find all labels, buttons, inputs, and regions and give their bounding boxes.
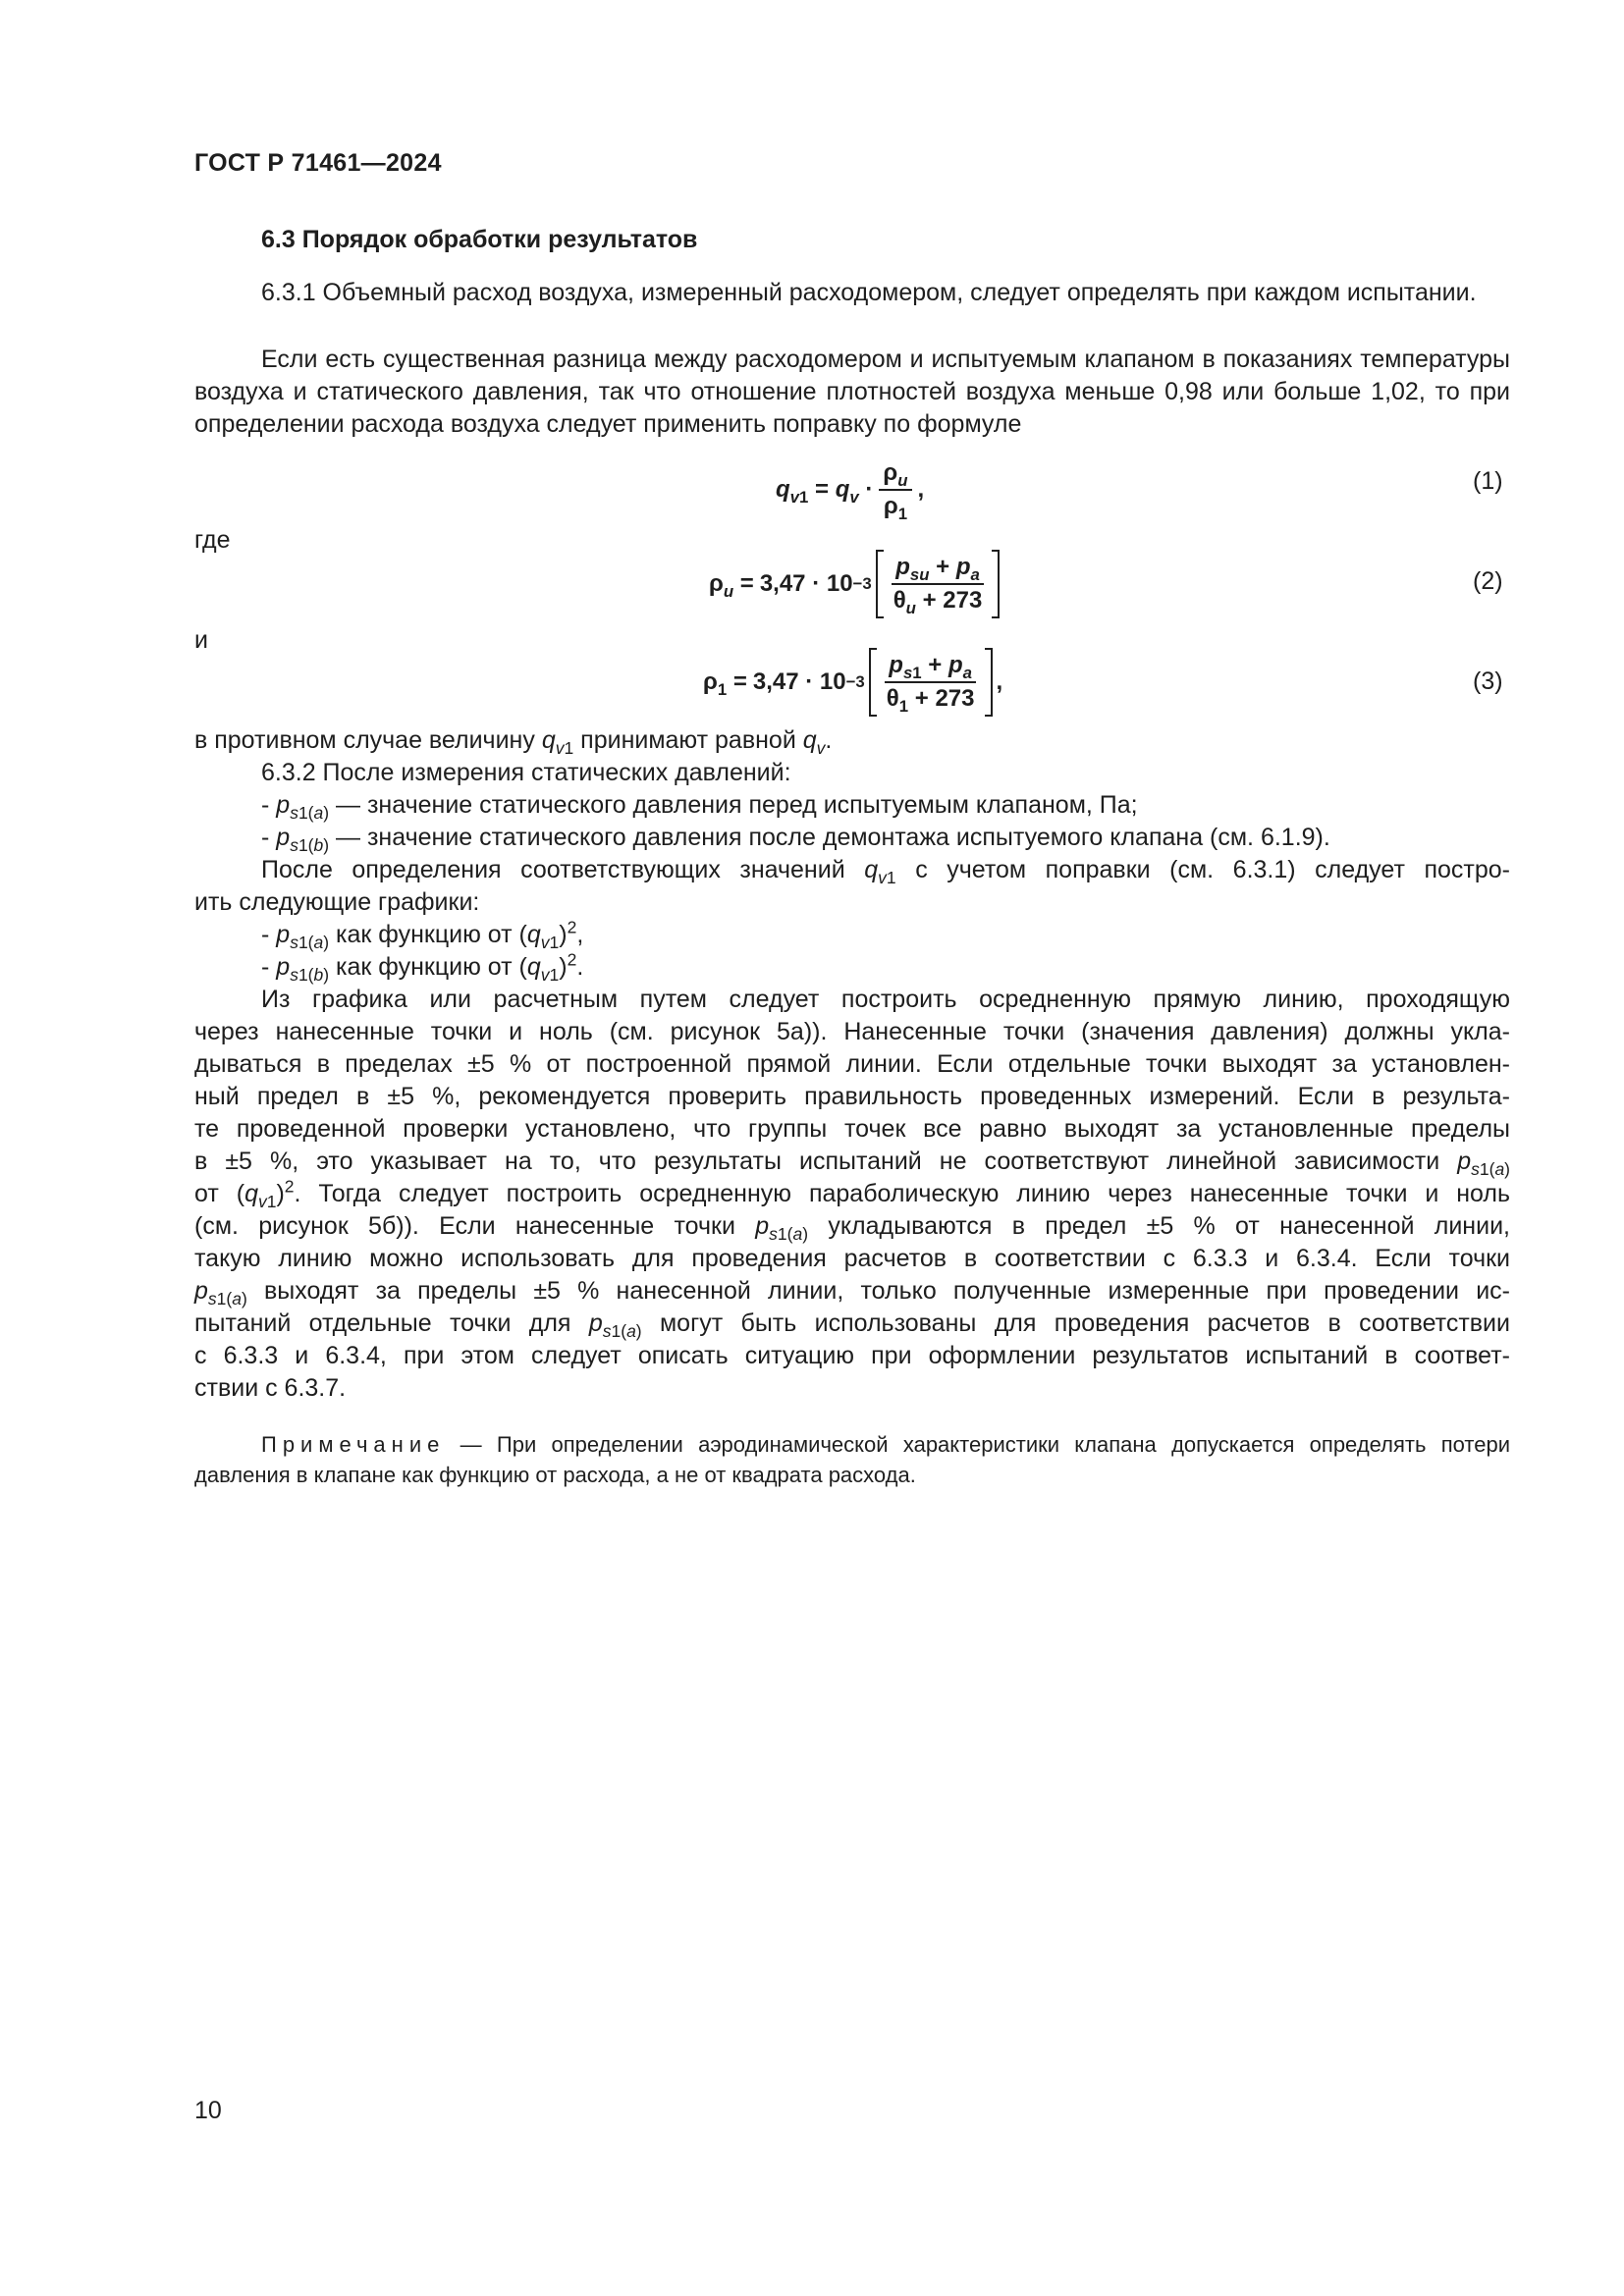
list-item-ps1b-text: — значение статического давления после демонтажа испытуемого клапана (см. 6.1.9). <box>336 824 1330 851</box>
graph-line11-text-2: могут быть использованы для проведения расчетов в соответствии <box>659 1309 1510 1337</box>
formula-2-bracket <box>876 550 1001 618</box>
paragraph-graph-line2: через нанесенные точки и ноль (см. рисунок 5а)). Нанесенные точки (значения давления) должны укла- <box>194 1018 1510 1045</box>
formula-1-lhs: $q_{v1} = q_v$ · <box>776 476 874 507</box>
paragraph-after-determination-line1: После определения соответствующих значений $q_{v1}$ с учетом поправки (см. 6.3.1) следует постро- <box>261 856 1510 887</box>
paragraph-graph-line12: с 6.3.3 и 6.3.4, при этом следует описать ситуацию при оформлении результатов испытаний в соответ- <box>194 1342 1510 1369</box>
paragraph-after-determination-line2: ить следующие графики: <box>194 888 480 916</box>
list-item-ps1a: - $p_{s1(a)}$ — значение статического давления перед испытуемым клапаном, Па; <box>261 791 1138 823</box>
paragraph-graph-line6: в ±5 %, это указывает на то, что результаты испытаний не соответствуют линейной зависимости $p_{s1(a)}$ <box>194 1148 1510 1179</box>
list-item-ps1a-text: — значение статического давления перед испытуемым клапаном, Па; <box>336 791 1138 819</box>
note <box>194 1429 1510 1490</box>
graph-item-ps1a: - $p_{s1(a)}$ как функцию от $(q_{v1})^2$, <box>261 917 584 952</box>
formula-2: $\rho_u$ = 3,47 · 10 −3 $\frac{p_{su} + p_a}{\theta_u + 273}$ <box>709 550 1003 618</box>
graph-line7-from: от <box>194 1180 219 1207</box>
graph-line6-text: в ±5 %, это указывает на то, что результаты испытаний не соответствуют линейной зависимости <box>194 1148 1440 1175</box>
graph-line11-text-1: пытаний отдельные точки для <box>194 1309 571 1337</box>
paragraph-graph-line11: пытаний отдельные точки для $p_{s1(a)}$ могут быть использованы для проведения расчетов в соответствии <box>194 1309 1510 1341</box>
graph-line7-text: . Тогда следует построить осредненную параболическую линию через нанесенные точки и ноль <box>294 1180 1510 1207</box>
formula-1-fraction: $\frac{\rho_u}{\rho_1}$ <box>879 459 911 520</box>
graph-line10-text: выходят за пределы ±5 % нанесенной линии, только полученные измеренные при проведении ис- <box>263 1277 1511 1305</box>
note-text: — При определении аэродинамической характеристики клапана допускается определять потери давления в клапане как функцию от расхода, а не от квадрата расхода. <box>194 1432 1510 1487</box>
equation-number-2: (2) <box>1473 567 1503 595</box>
document-header: ГОСТ Р 71461—2024 <box>194 149 442 177</box>
paragraph-graph-line3: дываться в пределах ±5 % от построенной прямой линии. Если отдельные точки выходят за установлен- <box>194 1050 1510 1078</box>
word-and: и <box>194 626 208 654</box>
section-title: 6.3 Порядок обработки результатов <box>261 226 698 253</box>
paragraph-graph-line1: Из графика или расчетным путем следует построить осредненную прямую линию, проходящую <box>261 986 1510 1013</box>
after-determination-text-2: с учетом поправки (см. 6.3.1) следует постро- <box>915 856 1510 883</box>
equation-number-3: (3) <box>1473 667 1503 695</box>
formula-3-fraction: $\frac{p_{s1} + p_a}{\theta_1 + 273}$ <box>886 652 975 716</box>
page-number: 10 <box>194 2097 222 2124</box>
graph-item-ps1b-text: как функцию от <box>336 953 513 981</box>
paragraph-graph-line8: (см. рисунок 5б)). Если нанесенные точки $p_{s1(a)}$ укладываются в предел ±5 % от нанесенной линии, <box>194 1212 1510 1244</box>
note-label: Примечание <box>261 1432 446 1457</box>
word-where: где <box>194 526 231 554</box>
paragraph-graph-line5: те проведенной проверки установлено, что группы точек все равно выходят за установленные пределы <box>194 1115 1510 1143</box>
otherwise-text-1: в противном случае величину <box>194 726 535 754</box>
paragraph-graph-line9: такую линию можно использовать для проведения расчетов в соответствии с 6.3.3 и 6.3.4. Если точки <box>194 1245 1510 1272</box>
paragraph-otherwise: в противном случае величину $q_{v1}$ принимают равной $q_v$. <box>194 726 833 758</box>
formula-2-fraction: $\frac{p_{su} + p_a}{\theta_u + 273}$ <box>893 554 983 617</box>
graph-item-ps1a-text: как функцию от <box>336 921 513 948</box>
formula-1: $q_{v1} = q_v$ · $\frac{\rho_u}{\rho_1}$ , <box>776 459 925 523</box>
paragraph-graph-line13: ствии с 6.3.7. <box>194 1374 347 1402</box>
graph-item-ps1b: - $p_{s1(b)}$ как функцию от $(q_{v1})^2$. <box>261 949 584 985</box>
formula-3-coefficient: 3,47 · 10 <box>752 668 846 695</box>
paragraph-graph-line7: от $(q_{v1})^2$. Тогда следует построить осредненную параболическую линию через нанесенные точки и ноль <box>194 1176 1510 1211</box>
paragraph-density-correction: Если есть существенная разница между расходомером и испытуемым клапаном в показаниях температуры воздуха и статического давления, так что отношение плотностей воздуха меньше 0,98 или больше 1,02, то при определении расхода воздуха следует применить поправку по формуле <box>194 346 1510 438</box>
list-item-ps1b: - $p_{s1(b)}$ — значение статического давления после демонтажа испытуемого клапана (см. 6.1.9). <box>261 824 1330 855</box>
after-determination-text-1: После определения соответствующих значений <box>261 856 845 883</box>
formula-3: $\rho_1$ = 3,47 · 10 −3 $\frac{p_{s1} + p_a}{\theta_1 + 273}$ , <box>703 648 1002 717</box>
formula-2-coefficient: 3,47 · 10 <box>759 570 853 597</box>
paragraph-6-3-2: 6.3.2 После измерения статических давлений: <box>261 759 791 786</box>
paragraph-graph-line4: ный предел в ±5 %, рекомендуется проверить правильность проведенных измерений. Если в результа- <box>194 1083 1510 1110</box>
paragraph-6-3-1: 6.3.1 Объемный расход воздуха, измеренный расходомером, следует определять при каждом испытании. <box>261 279 1477 306</box>
graph-line8-text-2: укладываются в предел ±5 % от нанесенной линии, <box>828 1212 1510 1240</box>
otherwise-text-2: принимают равной <box>580 726 796 754</box>
paragraph-graph-line10: $p_{s1(a)}$ выходят за пределы ±5 % нанесенной линии, только полученные измеренные при проведении ис- <box>194 1277 1511 1308</box>
formula-3-bracket <box>869 648 993 717</box>
equation-number-1: (1) <box>1473 467 1503 495</box>
graph-line8-text-1: (см. рисунок 5б)). Если нанесенные точки <box>194 1212 735 1240</box>
